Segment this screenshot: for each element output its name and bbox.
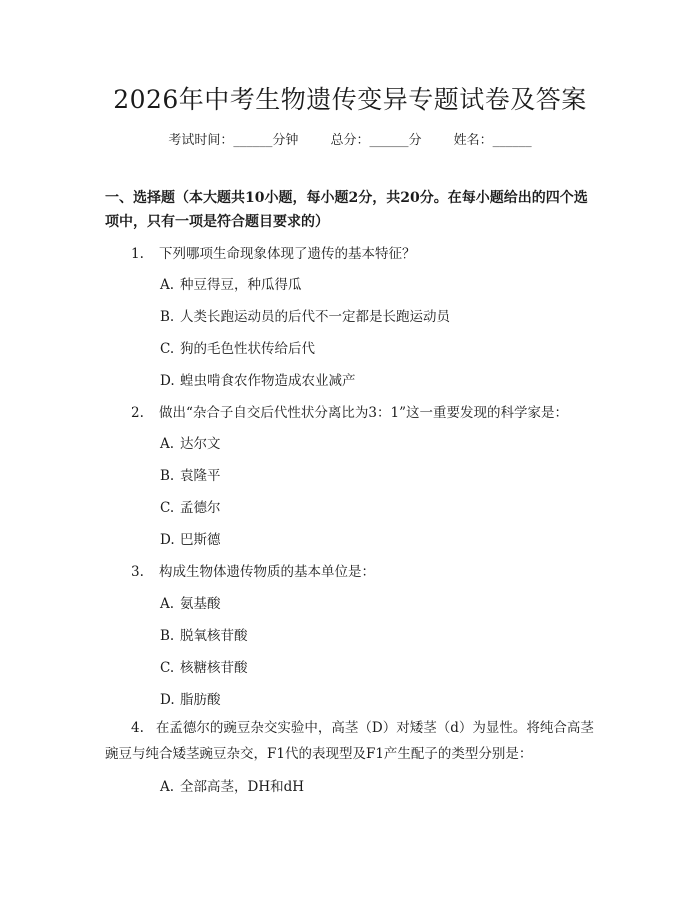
option-text: 人类长跑运动员的后代不一定都是长跑运动员 [180,309,450,325]
option-2a [160,432,221,456]
option-text: 巴斯德 [180,532,221,548]
question-number: 3. [131,564,144,580]
option-3d [160,688,221,712]
option-text: 达尔文 [180,436,221,452]
option-letter: D. [160,373,175,389]
exam-info-line [0,130,700,152]
question-text: 构成生物体遗传物质的基本单位是： [159,564,375,580]
question-3 [131,560,375,584]
option-2b [160,464,221,488]
option-letter: A. [160,277,175,293]
question-text: 在孟德尔的豌豆杂交实验中，高茎（D）对矮茎（d）为显性。将纯合高茎豌豆与纯合矮茎豌豆杂交，F1代的表现型及F1产生配子的类型分别是： [105,720,594,762]
option-letter: A. [160,436,175,452]
student-name-field: 姓名：______ [453,133,532,148]
option-2d [160,528,221,552]
option-1b [160,305,450,329]
option-1d [160,369,356,393]
option-1a [160,273,302,297]
option-letter: C. [160,341,175,357]
option-letter: D. [160,692,175,708]
option-letter: B. [160,468,175,484]
question-text: 下列哪项生命现象体现了遗传的基本特征？ [159,246,416,262]
option-3b [160,624,248,648]
question-2 [131,401,568,425]
option-text: 氨基酸 [180,596,221,612]
question-1 [131,242,416,266]
option-letter: A. [160,596,175,612]
option-1c [160,337,315,361]
option-text: 全部高茎，DH和dH [180,779,305,795]
question-number: 2. [131,405,144,421]
option-letter: D. [160,532,175,548]
option-text: 核糖核苷酸 [180,660,248,676]
option-text: 脂肪酸 [180,692,221,708]
exam-time-field: 考试时间：______分钟 [168,133,299,148]
section-heading: 一、选择题（本大题共10小题，每小题2分，共20分。在每小题给出的四个选项中，只有一项是符合题目要求的） [105,190,588,230]
option-letter: C. [160,500,175,516]
question-4 [105,715,600,767]
option-letter: C. [160,660,175,676]
option-text: 孟德尔 [180,500,221,516]
option-letter: A. [160,779,175,795]
option-letter: B. [160,309,175,325]
option-text: 狗的毛色性状传给后代 [180,341,315,357]
question-number: 1. [131,246,144,262]
option-4a [160,775,304,799]
option-3c [160,656,248,680]
page-title: 2026年中考生物遗传变异专题试卷及答案 [113,85,587,114]
option-letter: B. [160,628,175,644]
option-text: 种豆得豆，种瓜得瓜 [180,277,302,293]
option-2c [160,496,221,520]
option-3a [160,592,221,616]
total-score-field: 总分：______分 [330,133,422,148]
question-text: 做出“杂合子自交后代性状分离比为3：1”这一重要发现的科学家是： [159,405,568,421]
option-text: 袁隆平 [180,468,221,484]
question-number: 4. [131,720,144,736]
option-text: 蝗虫啃食农作物造成农业减产 [180,373,356,389]
option-text: 脱氧核苷酸 [180,628,248,644]
